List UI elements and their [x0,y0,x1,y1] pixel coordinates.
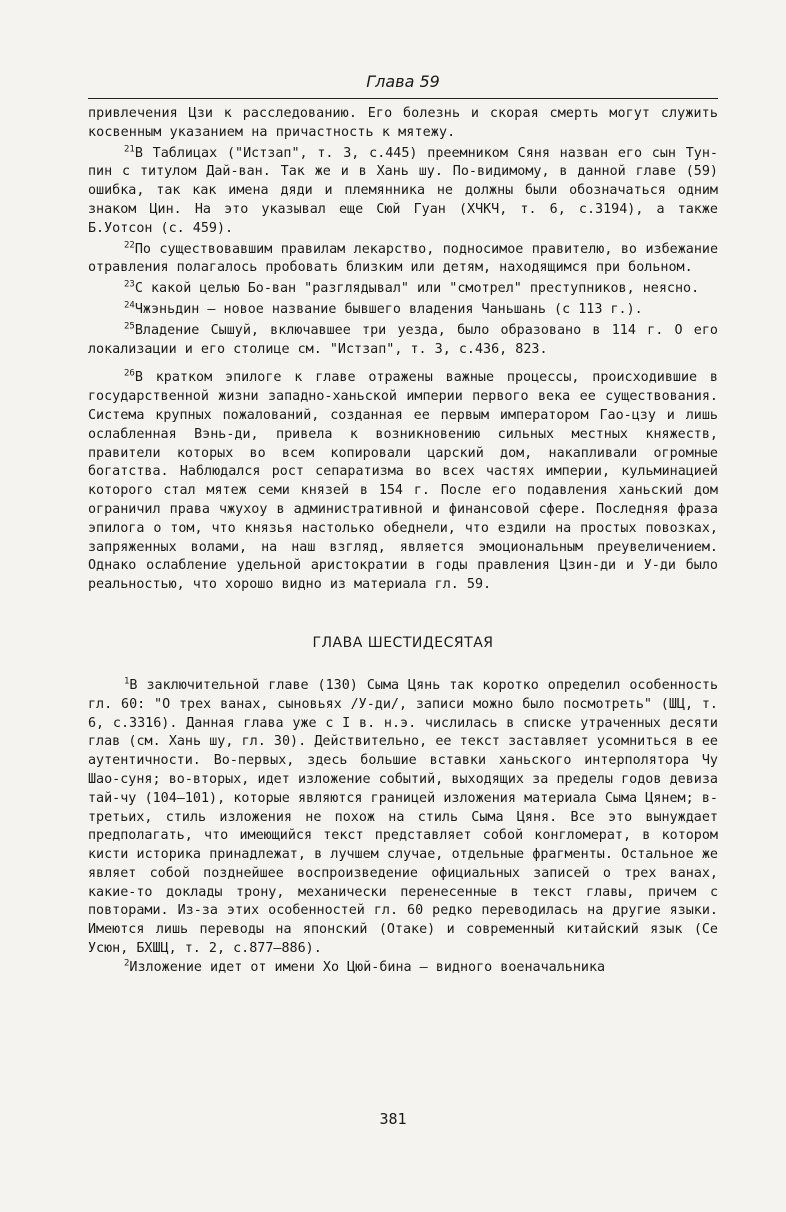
note-number: 24 [124,300,135,311]
note-text: Изложение идет от имени Хо Цюй-бина — видного военачальника [129,959,606,975]
page-body [88,70,718,978]
footnote-23 [88,280,718,299]
note-text: Чжэньдин — новое название бывшего владения Чаньшань (с 113 г.). [134,301,643,317]
footnote-21 [88,145,718,239]
footnote-2 [88,959,718,978]
footnote-26 [88,369,718,595]
intro-paragraph: привлечения Цзи к расследованию. Его болезнь и скорая смерть могут служить косвенным указанием на причастность к мятежу. [88,106,718,140]
note-number: 2 [124,958,130,969]
note-text: В Таблицах ("Истзап", т. 3, с.445) преемником Сяня назван его сын Тун-пин с титулом Дай-ван. Так же и в Хань шу. По-видимому, в данной главе (59) ошибка, так как имена дяди и племянника не должны были обозначаться одним знаком Цин. На это указывал еще Сюй Гуан (ХЧКЧ, т. 6, с.3194), а также Б.Уотсон (с. 459). [88,145,718,236]
note-number: 23 [124,279,135,290]
page-number: 381 [379,1110,407,1128]
running-head: Глава 59 [366,72,440,91]
section-heading: ГЛАВА ШЕСТИДЕСЯТАЯ [312,634,494,651]
note-text: В кратком эпилоге к главе отражены важные процессы, происходившие в государственной жизни западно-ханьской империи первого века ее существования. Система крупных пожалований, созданная ее первым императором Гао-цзу и лишь ослабленная Вэнь-ди, привела к возникновению сильных местных княжеств, правители которых во всем копировали царский дом, накапливали огромные богатства. Наблюдался рост сепаратизма во всех частях империи, кульминацией которого стал мятеж семи князей в 154 г. После его подавления ханьский дом ограничил права чжухоу в административной и финансовой сфере. Последняя фраза эпилога о том, что князья настолько обеднели, что ездили на простых повозках, запряженных волами, на наш взгляд, является эмоциональным преувеличением. Однако ослабление удельной аристократии в годы правления Цзин-ди и У-ди было реальностью, что хорошо видно из материала гл. 59. [88,370,718,593]
note-text: В заключительной главе (130) Сыма Цянь так коротко определил особенность гл. 60: "О трех ванах, сыновьях /У-ди/, записи можно было посмотреть" (ШЦ, т. 6, с.3316). Данная глава уже с I в. н.э. числилась в списке утраченных десяти глав (см. Хань шу, гл. 30). Действительно, ее текст заставляет усомниться в ее аутентичности. Во-первых, здесь большие вставки ханьского интерполятора Чу Шао-суня; во-вторых, идет изложение событий, выходящих за пределы годов девиза тай-чу (104—101), которые являются границей изложения материала Сыма Цянем; в-третьих, стиль изложения не похож на стиль Сыма Цяня. Все это вынуждает предполагать, что имеющийся текст представляет собой конгломерат, в котором кисти историка принадлежат, в лучшем случае, отдельные фрагменты. Остальное же являет собой позднейшее воспроизведение официальных записей о трех ванах, какие-то доклады трону, механически перенесенные в текст главы, причем с повторами. Из-за этих особенностей гл. 60 редко переводилась на другие языки. Имеются лишь переводы на японский (Отаке) и современный китайский язык (Се Усюн, БХШЦ, т. 2, с.877—886). [88,677,718,957]
note-number: 25 [124,321,135,332]
note-number: 22 [124,240,135,251]
note-number: 21 [124,144,135,155]
footnote-24 [88,301,718,320]
footnote-22 [88,241,718,279]
note-number: 1 [124,676,130,687]
notes-chapter-60 [88,677,718,978]
note-text: По существовавшим правилам лекарство, подносимое правителю, во избежание отравления полагалось пробовать близким или детям, находящимся при больном. [88,241,718,276]
footnote-1 [88,677,718,959]
notes-chapter-59 [88,145,718,595]
footnote-25 [88,322,718,360]
note-text: С какой целью Бо-ван "разглядывал" или "смотрел" преступников, неясно. [134,281,700,297]
note-text: Владение Сышуй, включавшее три уезда, было образовано в 114 г. О его локализации и его столице см. "Истзап", т. 3, с.436, 823. [88,322,718,357]
note-number: 26 [124,368,135,379]
header-rule [88,98,718,99]
